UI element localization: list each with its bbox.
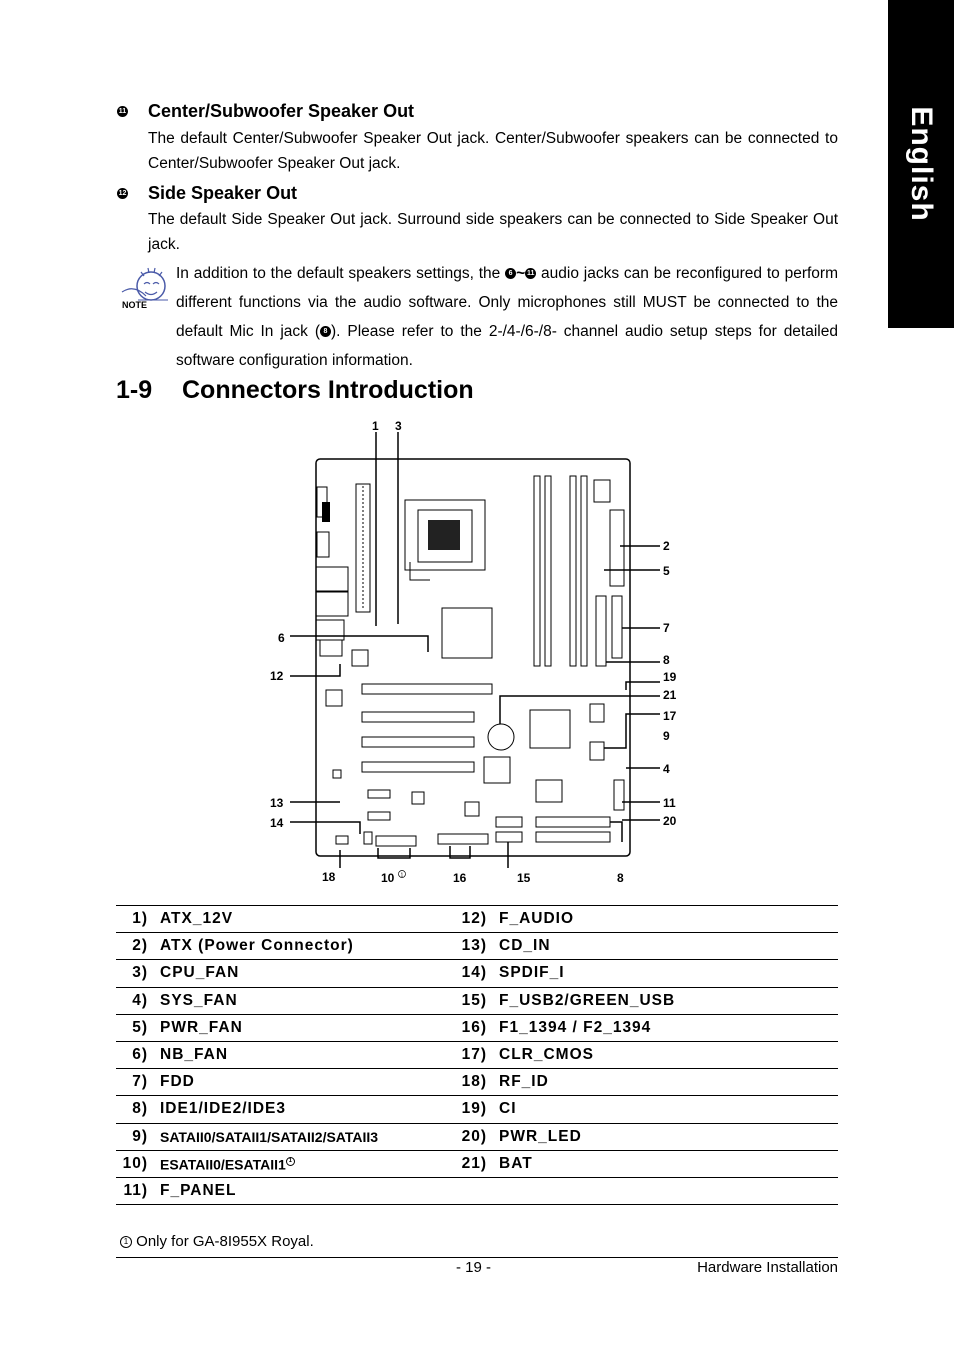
table-row: 6) NB_FAN 17) CLR_CMOS xyxy=(116,1041,838,1068)
label-21: 21 xyxy=(663,688,677,702)
mic-in-badge: 8 xyxy=(320,326,331,337)
table-row: 10) ESATAII0/ESATAII1 $^1$ 21) BAT xyxy=(116,1150,838,1177)
table-row: 4) SYS_FAN 15) F_USB2/GREEN_USB xyxy=(116,987,838,1014)
item-badge: 11 xyxy=(118,108,127,116)
label-18: 18 xyxy=(322,870,336,884)
footnote-mark: 1 xyxy=(286,1157,295,1166)
table-row: 3) CPU_FAN 14) SPDIF_I xyxy=(116,960,838,987)
label-2: 2 xyxy=(663,539,670,553)
label-15: 15 xyxy=(517,871,531,885)
label-14: 14 xyxy=(270,816,284,830)
label-6: 6 xyxy=(278,631,285,645)
language-tab-label: English xyxy=(905,106,938,222)
table-row: 5) PWR_FAN 16) F1_1394 / F2_1394 xyxy=(116,1014,838,1041)
label-16: 16 xyxy=(453,871,467,885)
item-title: Center/Subwoofer Speaker Out xyxy=(148,101,415,121)
note-text: In addition to the default speakers settings, the 6 ~ 11 audio jacks can be reconfigured to perform different functions via the audio software. Only microphones still MUST be connected to the default Mic In jack ( 8 ). Please refer to the 2-/4-/6-/8- channel audio setup steps for detailed software configuration information. xyxy=(176,265,839,369)
footer-section: Hardware Installation xyxy=(697,1259,838,1276)
label-11: 11 xyxy=(663,796,676,810)
label-20: 20 xyxy=(663,814,677,828)
footnote: 1 Only for GA-8I955X Royal. xyxy=(120,1233,314,1250)
footnote-mark: 1 xyxy=(120,1236,132,1248)
section-heading xyxy=(116,376,474,405)
note-label: NOTE xyxy=(122,300,148,310)
item-badge: 12 xyxy=(118,190,127,198)
motherboard-diagram xyxy=(260,412,700,892)
table-row: 1) ATX_12V 12) F_AUDIO xyxy=(116,906,838,933)
footer-divider xyxy=(116,1257,838,1258)
label-19: 19 xyxy=(663,670,677,684)
label-10-footmark: 1 xyxy=(400,872,404,879)
item-title: Side Speaker Out xyxy=(148,183,298,203)
label-9: 9 xyxy=(663,729,670,743)
connector-table xyxy=(116,905,838,1205)
item-text: The default Side Speaker Out jack. Surround side speakers can be connected to Side Speaker Out jack. xyxy=(148,211,838,253)
language-tab xyxy=(888,0,954,328)
table-row: 7) FDD 18) RF_ID xyxy=(116,1069,838,1096)
table-row: 9) SATAII0/SATAII1/SATAII2/SATAII3 20) PWR_LED xyxy=(116,1123,838,1150)
label-1: 1 xyxy=(372,419,379,433)
item-text: The default Center/Subwoofer Speaker Out jack. Center/Subwoofer speakers can be connected to Center/Subwoofer Speaker Out jack. xyxy=(148,130,838,172)
page-number: - 19 - xyxy=(456,1259,492,1276)
label-13: 13 xyxy=(270,796,284,810)
range-end-badge: 11 xyxy=(526,270,535,278)
table-row: 8) IDE1/IDE2/IDE3 19) CI xyxy=(116,1096,838,1123)
section-number: 1-9 xyxy=(116,376,153,404)
label-10: 10 xyxy=(381,871,395,885)
label-4: 4 xyxy=(663,762,670,776)
label-8: 8 xyxy=(663,653,670,667)
table-row: 2) ATX (Power Connector) 13) CD_IN xyxy=(116,933,838,960)
label-5: 5 xyxy=(663,564,670,578)
label-12: 12 xyxy=(270,669,284,683)
table-row: 11) F_PANEL xyxy=(116,1177,838,1204)
section-title: Connectors Introduction xyxy=(182,376,474,404)
label-7: 7 xyxy=(663,621,670,635)
label-17: 17 xyxy=(663,709,677,723)
label-3: 3 xyxy=(395,419,402,433)
range-start-badge: 6 xyxy=(505,268,516,279)
label-8-bottom: 8 xyxy=(617,871,624,885)
